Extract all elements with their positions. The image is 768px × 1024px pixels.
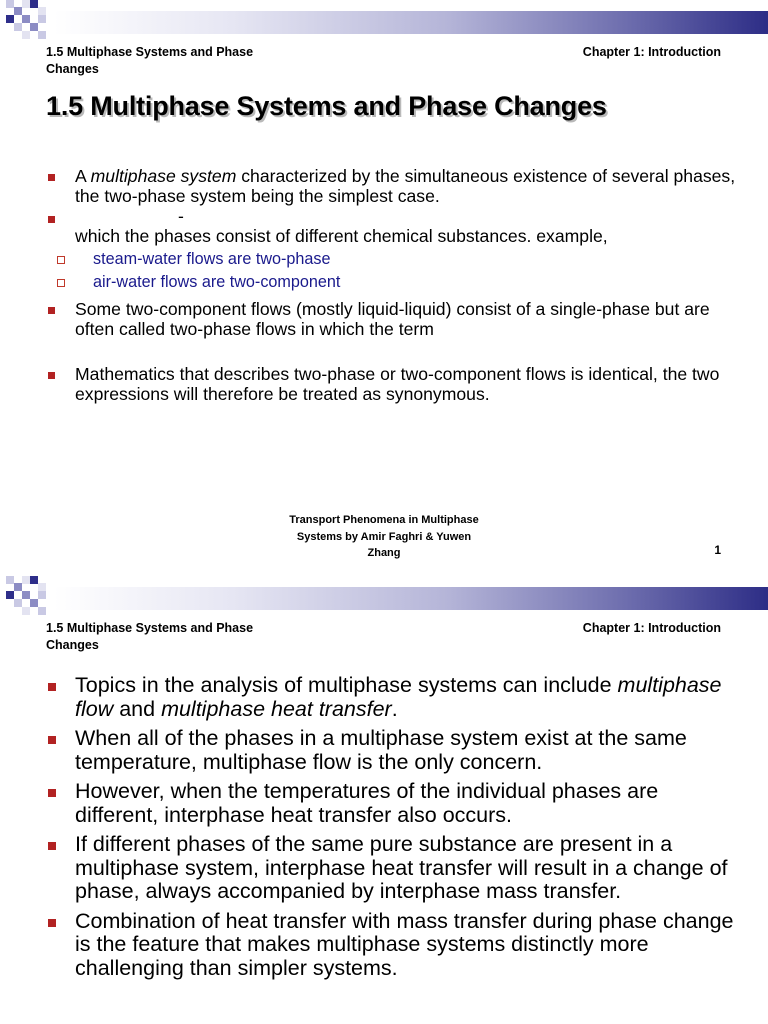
bullet-item: However, when the temperatures of the individual phases are different, interphase heat transfer also occurs. (46, 780, 746, 827)
bullet-item: Some two-component flows (mostly liquid-liquid) consist of a single-phase but are often called two-phase flows in which the term (46, 299, 736, 339)
sub-bullet-list (75, 248, 736, 294)
header-chapter: Chapter 1: Introduction (582, 45, 721, 59)
bullet-item: Mathematics that describes two-phase or two-component flows is identical, the two expressions will therefore be treated as synonymous. (46, 364, 736, 404)
bullet-item: If different phases of the same pure substance are present in a multiphase system, interphase heat transfer will result in a change of phase, always accompanied by interphase mass transfer. (46, 833, 746, 904)
bullet-item: A multiphase system characterized by the simultaneous existence of several phases, the two-phase system being the simplest case. (46, 166, 736, 206)
bullet-item: Topics in the analysis of multiphase systems can include multiphase flow and multiphase heat transfer. (46, 674, 746, 721)
bullet-dash: - (178, 206, 184, 226)
sub-bullet-item: air-water flows are two-component (46, 271, 736, 294)
header-section-title: 1.5 Multiphase Systems and Phase Changes (46, 621, 254, 652)
bullet-list (46, 166, 736, 404)
footer-citation: Transport Phenomena in Multiphase Systems by Amir Faghri & Yuwen Zhang (289, 514, 479, 559)
header-gradient-bar (54, 11, 768, 34)
bullet-text: which the phases consist of different chemical substances. example, (75, 226, 608, 246)
bullet-item (46, 208, 736, 294)
bullet-item: Combination of heat transfer with mass transfer during phase change is the feature that makes multiphase systems distinctly more challenging than simpler systems. (46, 910, 746, 981)
bullet-italic-term: multiphase flow (75, 673, 722, 721)
header-chapter: Chapter 1: Introduction (582, 621, 721, 635)
sub-bullet-item: steam-water flows are two-phase (46, 248, 736, 271)
slide-title: 1.5 Multiphase Systems and Phase Changes (46, 91, 607, 121)
page-number: 1 (714, 543, 721, 557)
header-gradient-bar (54, 587, 768, 610)
bullet-item: When all of the phases in a multiphase system exist at the same temperature, multiphase flow is the only concern. (46, 727, 746, 774)
header-section-title: 1.5 Multiphase Systems and Phase Changes (46, 45, 254, 76)
bullet-italic-term: multiphase system (90, 166, 237, 186)
slide-2 (0, 576, 768, 1024)
bullet-list (46, 674, 746, 986)
bullet-italic-term: multiphase heat transfer (161, 696, 392, 721)
